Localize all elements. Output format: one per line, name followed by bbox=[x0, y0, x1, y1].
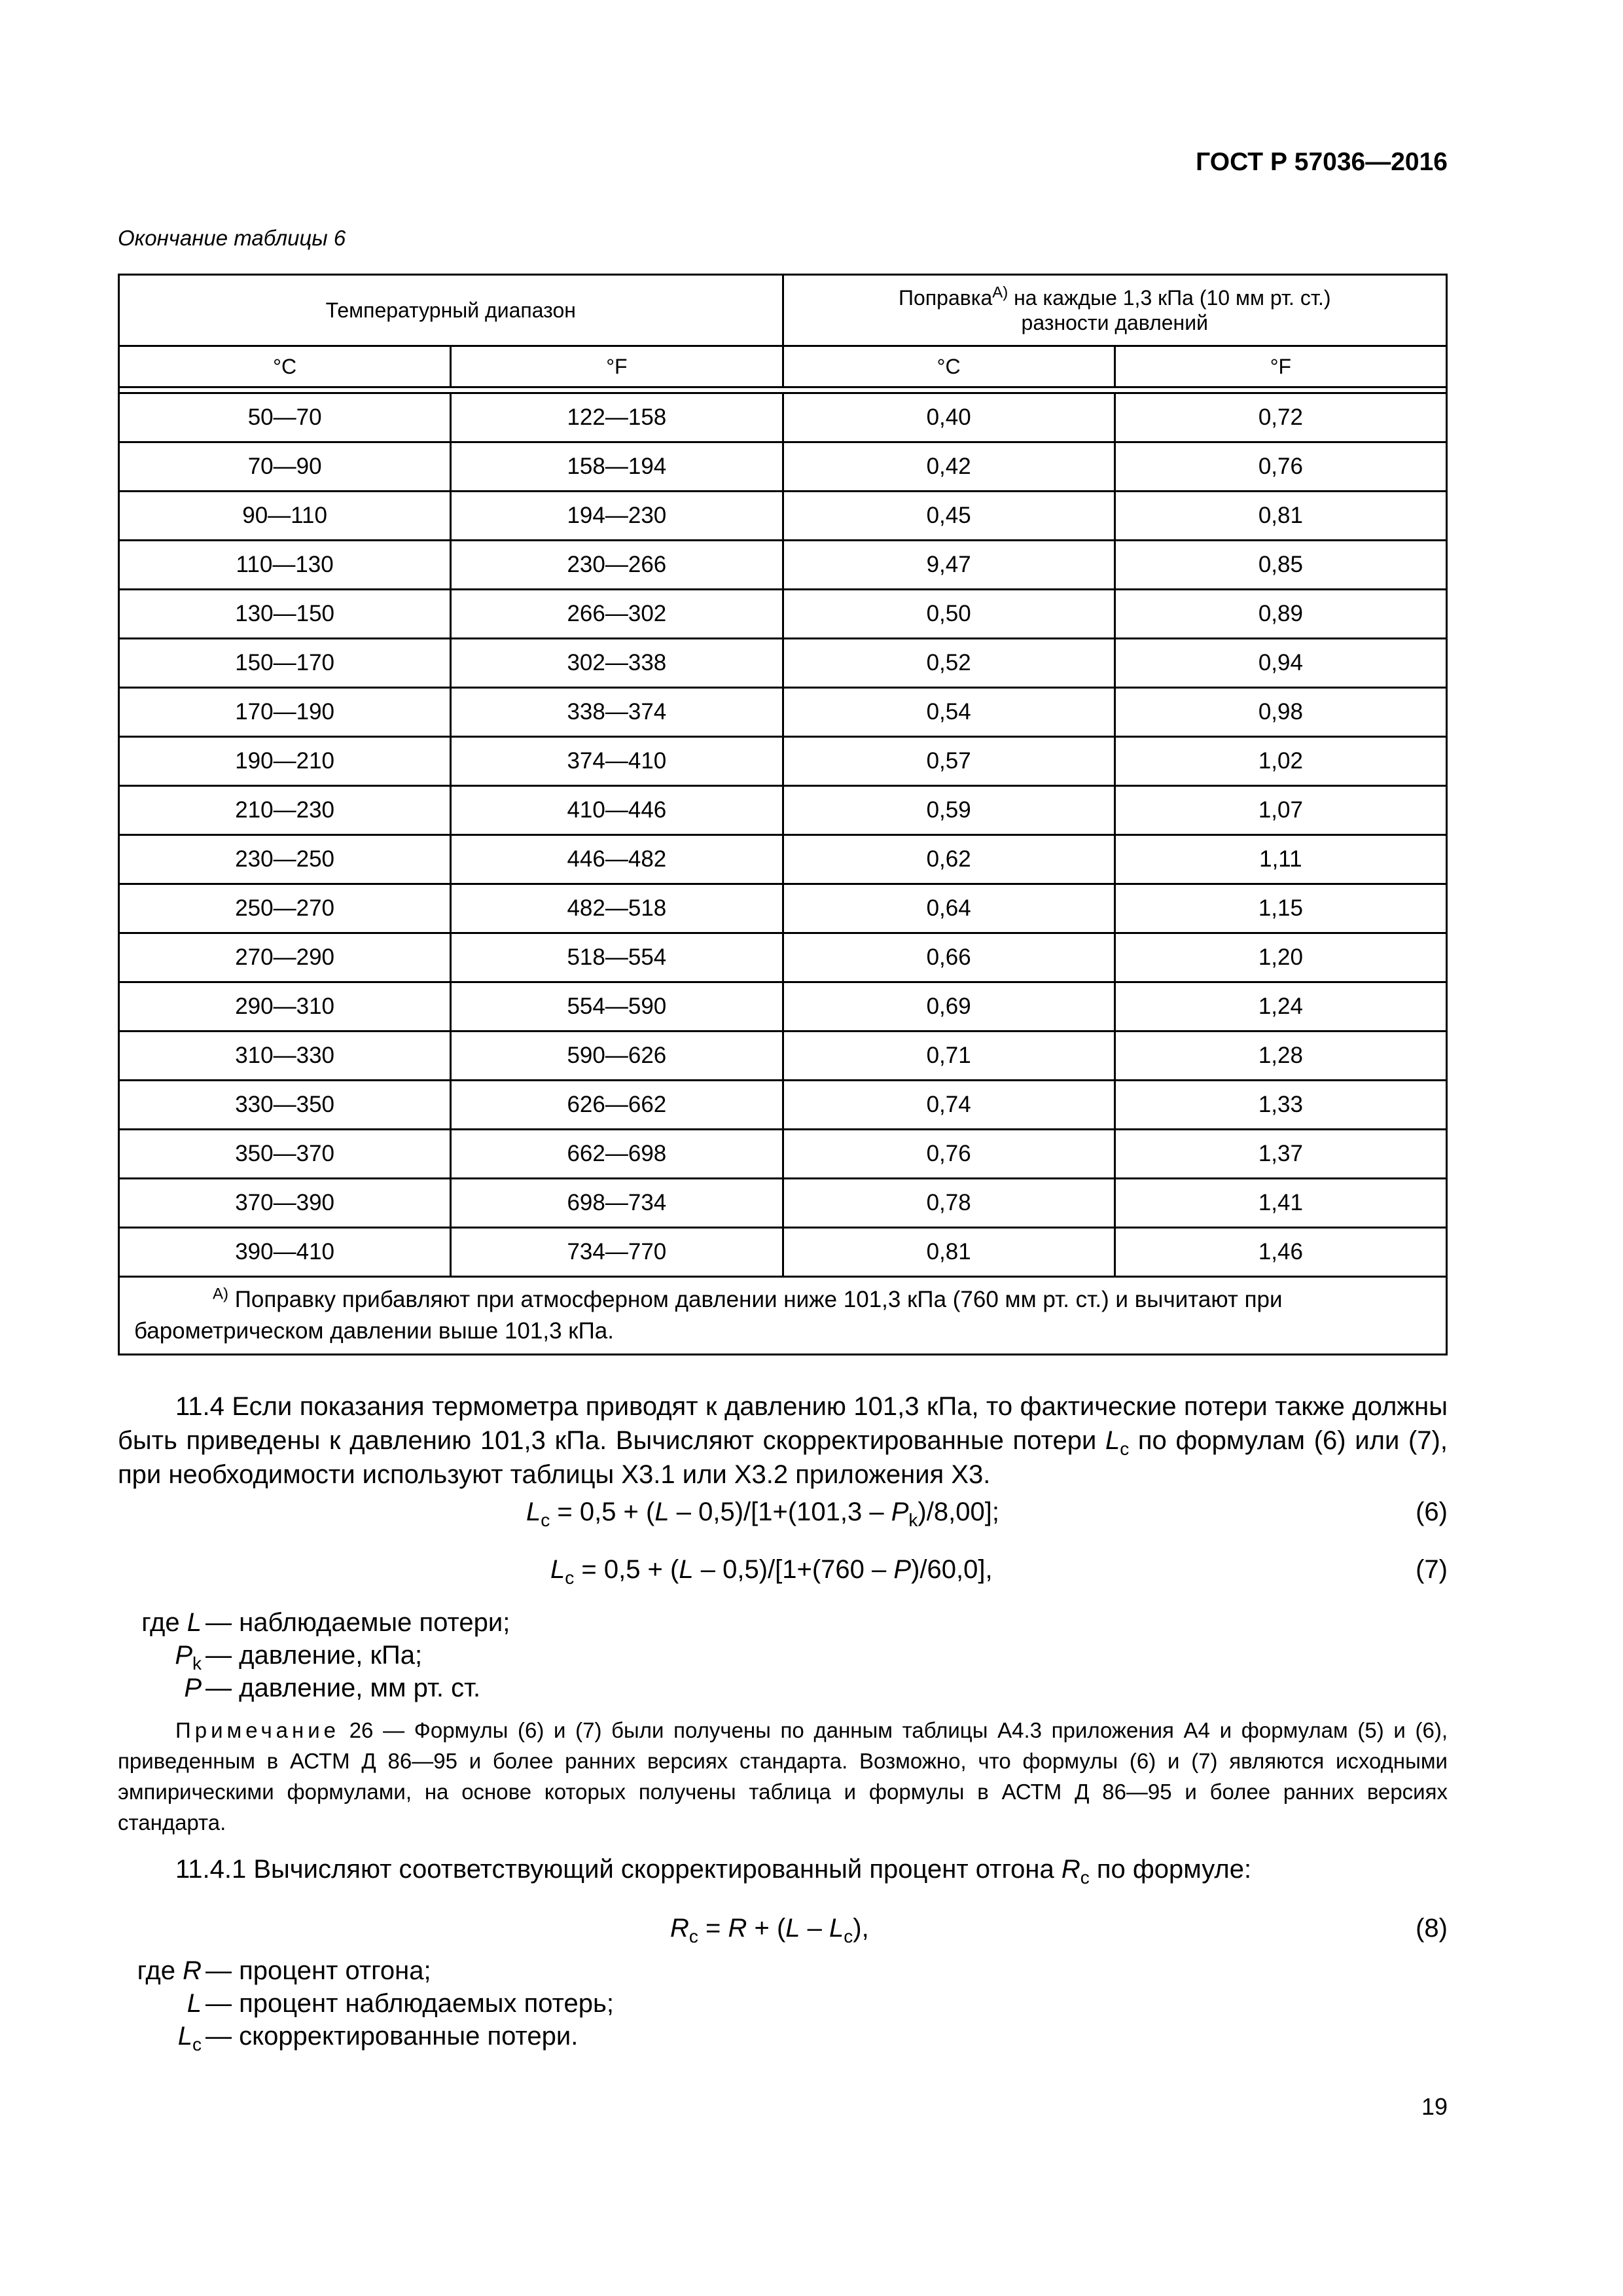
where-text: — наблюдаемые потери; bbox=[205, 1608, 510, 1637]
where-text: — давление, кПа; bbox=[205, 1641, 423, 1670]
where-text: — процент наблюдаемых потерь; bbox=[205, 1989, 614, 2018]
cell-range-c: 50—70 bbox=[119, 393, 451, 442]
table-row bbox=[119, 982, 1447, 1031]
cell-correction-f: 0,94 bbox=[1115, 639, 1446, 688]
cell-range-f: 698—734 bbox=[451, 1179, 783, 1228]
cell-correction-f: 1,11 bbox=[1115, 835, 1446, 884]
paragraph-text: по формулам (6) или (7), при необходимости используют таблицы Х3.1 или Х3.2 приложения Х3. bbox=[118, 1426, 1448, 1489]
cell-range-c: 150—170 bbox=[119, 639, 451, 688]
var-L: L bbox=[679, 1555, 694, 1584]
where-text: — скорректированные потери. bbox=[205, 2022, 579, 2051]
cell-correction-c: 0,74 bbox=[783, 1081, 1115, 1130]
subheader-f-range: °F bbox=[451, 346, 783, 387]
cell-correction-c: 0,64 bbox=[783, 884, 1115, 933]
table-row bbox=[119, 1228, 1447, 1277]
cell-correction-c: 0,71 bbox=[783, 1031, 1115, 1081]
table-row bbox=[119, 442, 1447, 492]
paragraph-text: 11.4 Если показания термометра приводят к давлению 101,3 кПа, то фактические потери также должны быть приведены к давлению 101,3 кПа. Вычисляют скорректированные потери bbox=[118, 1392, 1448, 1455]
cell-range-c: 170—190 bbox=[119, 688, 451, 737]
cell-correction-f: 1,20 bbox=[1115, 933, 1446, 982]
note-text: 26 — Формулы (6) и (7) были получены по данным таблицы А4.3 приложения А4 и формулам (5) и (6), приведенным в АСТМ Д 86—95 и более ранних версиях стандарта. Возможно, что формулы (6) и (7) являются исходными эмпирическими формулами, на основе которых получены таблица и формулы в АСТМ Д 86—95 и более ранних версиях стандарта. bbox=[118, 1718, 1448, 1835]
formula-number: (8) bbox=[1416, 1914, 1448, 1943]
cell-correction-f: 1,02 bbox=[1115, 737, 1446, 786]
var-R: R bbox=[670, 1914, 689, 1943]
cell-correction-c: 0,81 bbox=[783, 1228, 1115, 1277]
table-row bbox=[119, 1179, 1447, 1228]
formula-text: ), bbox=[853, 1914, 869, 1943]
table-row bbox=[119, 639, 1447, 688]
cell-range-f: 230—266 bbox=[451, 541, 783, 590]
where-symbol: L bbox=[177, 2022, 192, 2051]
cell-range-c: 230—250 bbox=[119, 835, 451, 884]
cell-range-f: 482—518 bbox=[451, 884, 783, 933]
cell-range-f: 266—302 bbox=[451, 590, 783, 639]
formula-7 bbox=[118, 1555, 1448, 1594]
variable-L: L bbox=[1105, 1426, 1120, 1455]
where-symbol: L bbox=[187, 1608, 202, 1637]
header-correction bbox=[783, 275, 1447, 346]
cell-correction-c: 0,45 bbox=[783, 492, 1115, 541]
cell-range-c: 130—150 bbox=[119, 590, 451, 639]
cell-correction-c: 0,62 bbox=[783, 835, 1115, 884]
table-row bbox=[119, 1031, 1447, 1081]
footnote-mark: А) bbox=[213, 1285, 228, 1303]
subscript-c: c bbox=[1120, 1439, 1130, 1459]
cell-range-c: 270—290 bbox=[119, 933, 451, 982]
var-P: P bbox=[891, 1498, 909, 1526]
formula-text: – 0,5)/[1+(101,3 – bbox=[669, 1498, 891, 1526]
cell-correction-f: 0,76 bbox=[1115, 442, 1446, 492]
cell-correction-f: 1,33 bbox=[1115, 1081, 1446, 1130]
cell-range-f: 302—338 bbox=[451, 639, 783, 688]
var-L: L bbox=[785, 1914, 800, 1943]
cell-range-c: 330—350 bbox=[119, 1081, 451, 1130]
table-row bbox=[119, 541, 1447, 590]
where-symbol: L bbox=[187, 1989, 202, 2018]
cell-range-c: 70—90 bbox=[119, 442, 451, 492]
formula-text: = 0,5 + ( bbox=[574, 1555, 679, 1584]
cell-range-c: 250—270 bbox=[119, 884, 451, 933]
cell-range-f: 590—626 bbox=[451, 1031, 783, 1081]
cell-correction-c: 0,52 bbox=[783, 639, 1115, 688]
cell-range-f: 626—662 bbox=[451, 1081, 783, 1130]
header-correction-line2: разности давлений bbox=[1021, 311, 1208, 334]
formula-6 bbox=[118, 1498, 1448, 1537]
subscript-c: c bbox=[1080, 1867, 1090, 1888]
cell-correction-c: 0,66 bbox=[783, 933, 1115, 982]
var-L: L bbox=[654, 1498, 669, 1526]
cell-range-f: 446—482 bbox=[451, 835, 783, 884]
cell-range-c: 350—370 bbox=[119, 1130, 451, 1179]
cell-range-c: 110—130 bbox=[119, 541, 451, 590]
table-row bbox=[119, 884, 1447, 933]
table-footnote bbox=[119, 1277, 1447, 1355]
subheader-f-correction: °F bbox=[1115, 346, 1446, 387]
cell-correction-c: 0,42 bbox=[783, 442, 1115, 492]
cell-range-f: 662—698 bbox=[451, 1130, 783, 1179]
where-symbol: P bbox=[175, 1641, 192, 1670]
where-text: — процент отгона; bbox=[205, 1956, 431, 1985]
table-row bbox=[119, 393, 1447, 442]
cell-correction-f: 0,89 bbox=[1115, 590, 1446, 639]
cell-range-c: 290—310 bbox=[119, 982, 451, 1031]
formula-text: – bbox=[800, 1914, 830, 1943]
table-row bbox=[119, 737, 1447, 786]
where-symbol: P bbox=[184, 1674, 202, 1702]
sub-c: c bbox=[688, 1926, 698, 1946]
page-number: 19 bbox=[1421, 2093, 1448, 2120]
where-symbol: R bbox=[183, 1956, 202, 1985]
cell-correction-f: 0,85 bbox=[1115, 541, 1446, 590]
cell-correction-c: 0,40 bbox=[783, 393, 1115, 442]
header-correction-word: Поправка bbox=[899, 286, 993, 310]
cell-range-c: 190—210 bbox=[119, 737, 451, 786]
formula-text: = 0,5 + ( bbox=[550, 1498, 655, 1526]
footnote-text: Поправку прибавляют при атмосферном давлении ниже 101,3 кПа (760 мм рт. ст.) и вычитают при барометрическом давлении выше 101,3 кПа. bbox=[134, 1287, 1283, 1344]
table-caption: Окончание таблицы 6 bbox=[118, 226, 346, 250]
cell-correction-c: 9,47 bbox=[783, 541, 1115, 590]
cell-range-c: 310—330 bbox=[119, 1031, 451, 1081]
cell-range-c: 370—390 bbox=[119, 1179, 451, 1228]
var-R: R bbox=[728, 1914, 747, 1943]
table-row bbox=[119, 835, 1447, 884]
formula-8 bbox=[118, 1914, 1448, 1953]
cell-correction-c: 0,54 bbox=[783, 688, 1115, 737]
cell-range-f: 338—374 bbox=[451, 688, 783, 737]
cell-correction-c: 0,50 bbox=[783, 590, 1115, 639]
cell-range-c: 90—110 bbox=[119, 492, 451, 541]
cell-correction-f: 1,41 bbox=[1115, 1179, 1446, 1228]
where-prefix: где bbox=[137, 1956, 183, 1985]
table-row bbox=[119, 688, 1447, 737]
cell-range-c: 390—410 bbox=[119, 1228, 451, 1277]
header-correction-rest: на каждые 1,3 кПа (10 мм рт. ст.) bbox=[1008, 286, 1331, 310]
formula-text: – 0,5)/[1+(760 – bbox=[693, 1555, 894, 1584]
formula-text: = bbox=[698, 1914, 728, 1943]
cell-correction-c: 0,78 bbox=[783, 1179, 1115, 1228]
cell-correction-c: 0,69 bbox=[783, 982, 1115, 1031]
formula-number: (7) bbox=[1416, 1555, 1448, 1584]
table-row bbox=[119, 933, 1447, 982]
header-temperature-range: Температурный диапазон bbox=[119, 275, 783, 346]
formula-number: (6) bbox=[1416, 1498, 1448, 1526]
cell-correction-f: 0,98 bbox=[1115, 688, 1446, 737]
cell-range-c: 210—230 bbox=[119, 786, 451, 835]
sub-c: c bbox=[565, 1568, 575, 1588]
cell-correction-f: 1,07 bbox=[1115, 786, 1446, 835]
cell-range-f: 554—590 bbox=[451, 982, 783, 1031]
paragraph-text: 11.4.1 Вычисляют соответствующий скорректированный процент отгона bbox=[175, 1855, 1061, 1884]
table-body bbox=[119, 393, 1447, 1277]
var-L: L bbox=[829, 1914, 844, 1943]
header-separator bbox=[119, 387, 1447, 393]
cell-range-f: 194—230 bbox=[451, 492, 783, 541]
formula-text: + ( bbox=[747, 1914, 786, 1943]
cell-range-f: 122—158 bbox=[451, 393, 783, 442]
formula-text: )/8,00]; bbox=[918, 1498, 999, 1526]
cell-range-f: 410—446 bbox=[451, 786, 783, 835]
cell-correction-c: 0,57 bbox=[783, 737, 1115, 786]
cell-correction-f: 1,24 bbox=[1115, 982, 1446, 1031]
cell-correction-f: 0,81 bbox=[1115, 492, 1446, 541]
footnote-ref: А) bbox=[992, 283, 1008, 302]
var-P: P bbox=[893, 1555, 912, 1584]
cell-correction-f: 1,15 bbox=[1115, 884, 1446, 933]
cell-range-f: 734—770 bbox=[451, 1228, 783, 1277]
formula-text: )/60,0], bbox=[911, 1555, 993, 1584]
cell-correction-c: 0,76 bbox=[783, 1130, 1115, 1179]
table-6 bbox=[118, 274, 1448, 1355]
table-row bbox=[119, 1130, 1447, 1179]
paragraph-11-4 bbox=[118, 1390, 1448, 1492]
cell-range-f: 374—410 bbox=[451, 737, 783, 786]
table-row bbox=[119, 492, 1447, 541]
var-L: L bbox=[526, 1498, 541, 1526]
document-code: ГОСТ Р 57036—2016 bbox=[1196, 148, 1448, 176]
subheader-c-range: °C bbox=[119, 346, 451, 387]
note-label: Примечание bbox=[175, 1718, 340, 1742]
cell-correction-f: 0,72 bbox=[1115, 393, 1446, 442]
cell-correction-f: 1,28 bbox=[1115, 1031, 1446, 1081]
where-text: — давление, мм рт. ст. bbox=[205, 1674, 481, 1702]
sub-k: k bbox=[908, 1510, 918, 1530]
sub-c: c bbox=[844, 1926, 853, 1946]
cell-correction-f: 1,37 bbox=[1115, 1130, 1446, 1179]
where-subscript: k bbox=[192, 1653, 202, 1674]
table-row bbox=[119, 786, 1447, 835]
paragraph-11-4-1 bbox=[118, 1852, 1448, 1886]
cell-range-f: 158—194 bbox=[451, 442, 783, 492]
variable-R: R bbox=[1061, 1855, 1080, 1884]
cell-correction-c: 0,59 bbox=[783, 786, 1115, 835]
table-row bbox=[119, 1081, 1447, 1130]
cell-range-f: 518—554 bbox=[451, 933, 783, 982]
note-26 bbox=[118, 1715, 1448, 1838]
var-L: L bbox=[550, 1555, 565, 1584]
subheader-c-correction: °C bbox=[783, 346, 1115, 387]
cell-correction-f: 1,46 bbox=[1115, 1228, 1446, 1277]
where-subscript: c bbox=[192, 2034, 202, 2054]
where-prefix: где bbox=[141, 1608, 187, 1637]
sub-c: c bbox=[541, 1510, 550, 1530]
paragraph-text: по формуле: bbox=[1089, 1855, 1252, 1884]
table-row bbox=[119, 590, 1447, 639]
